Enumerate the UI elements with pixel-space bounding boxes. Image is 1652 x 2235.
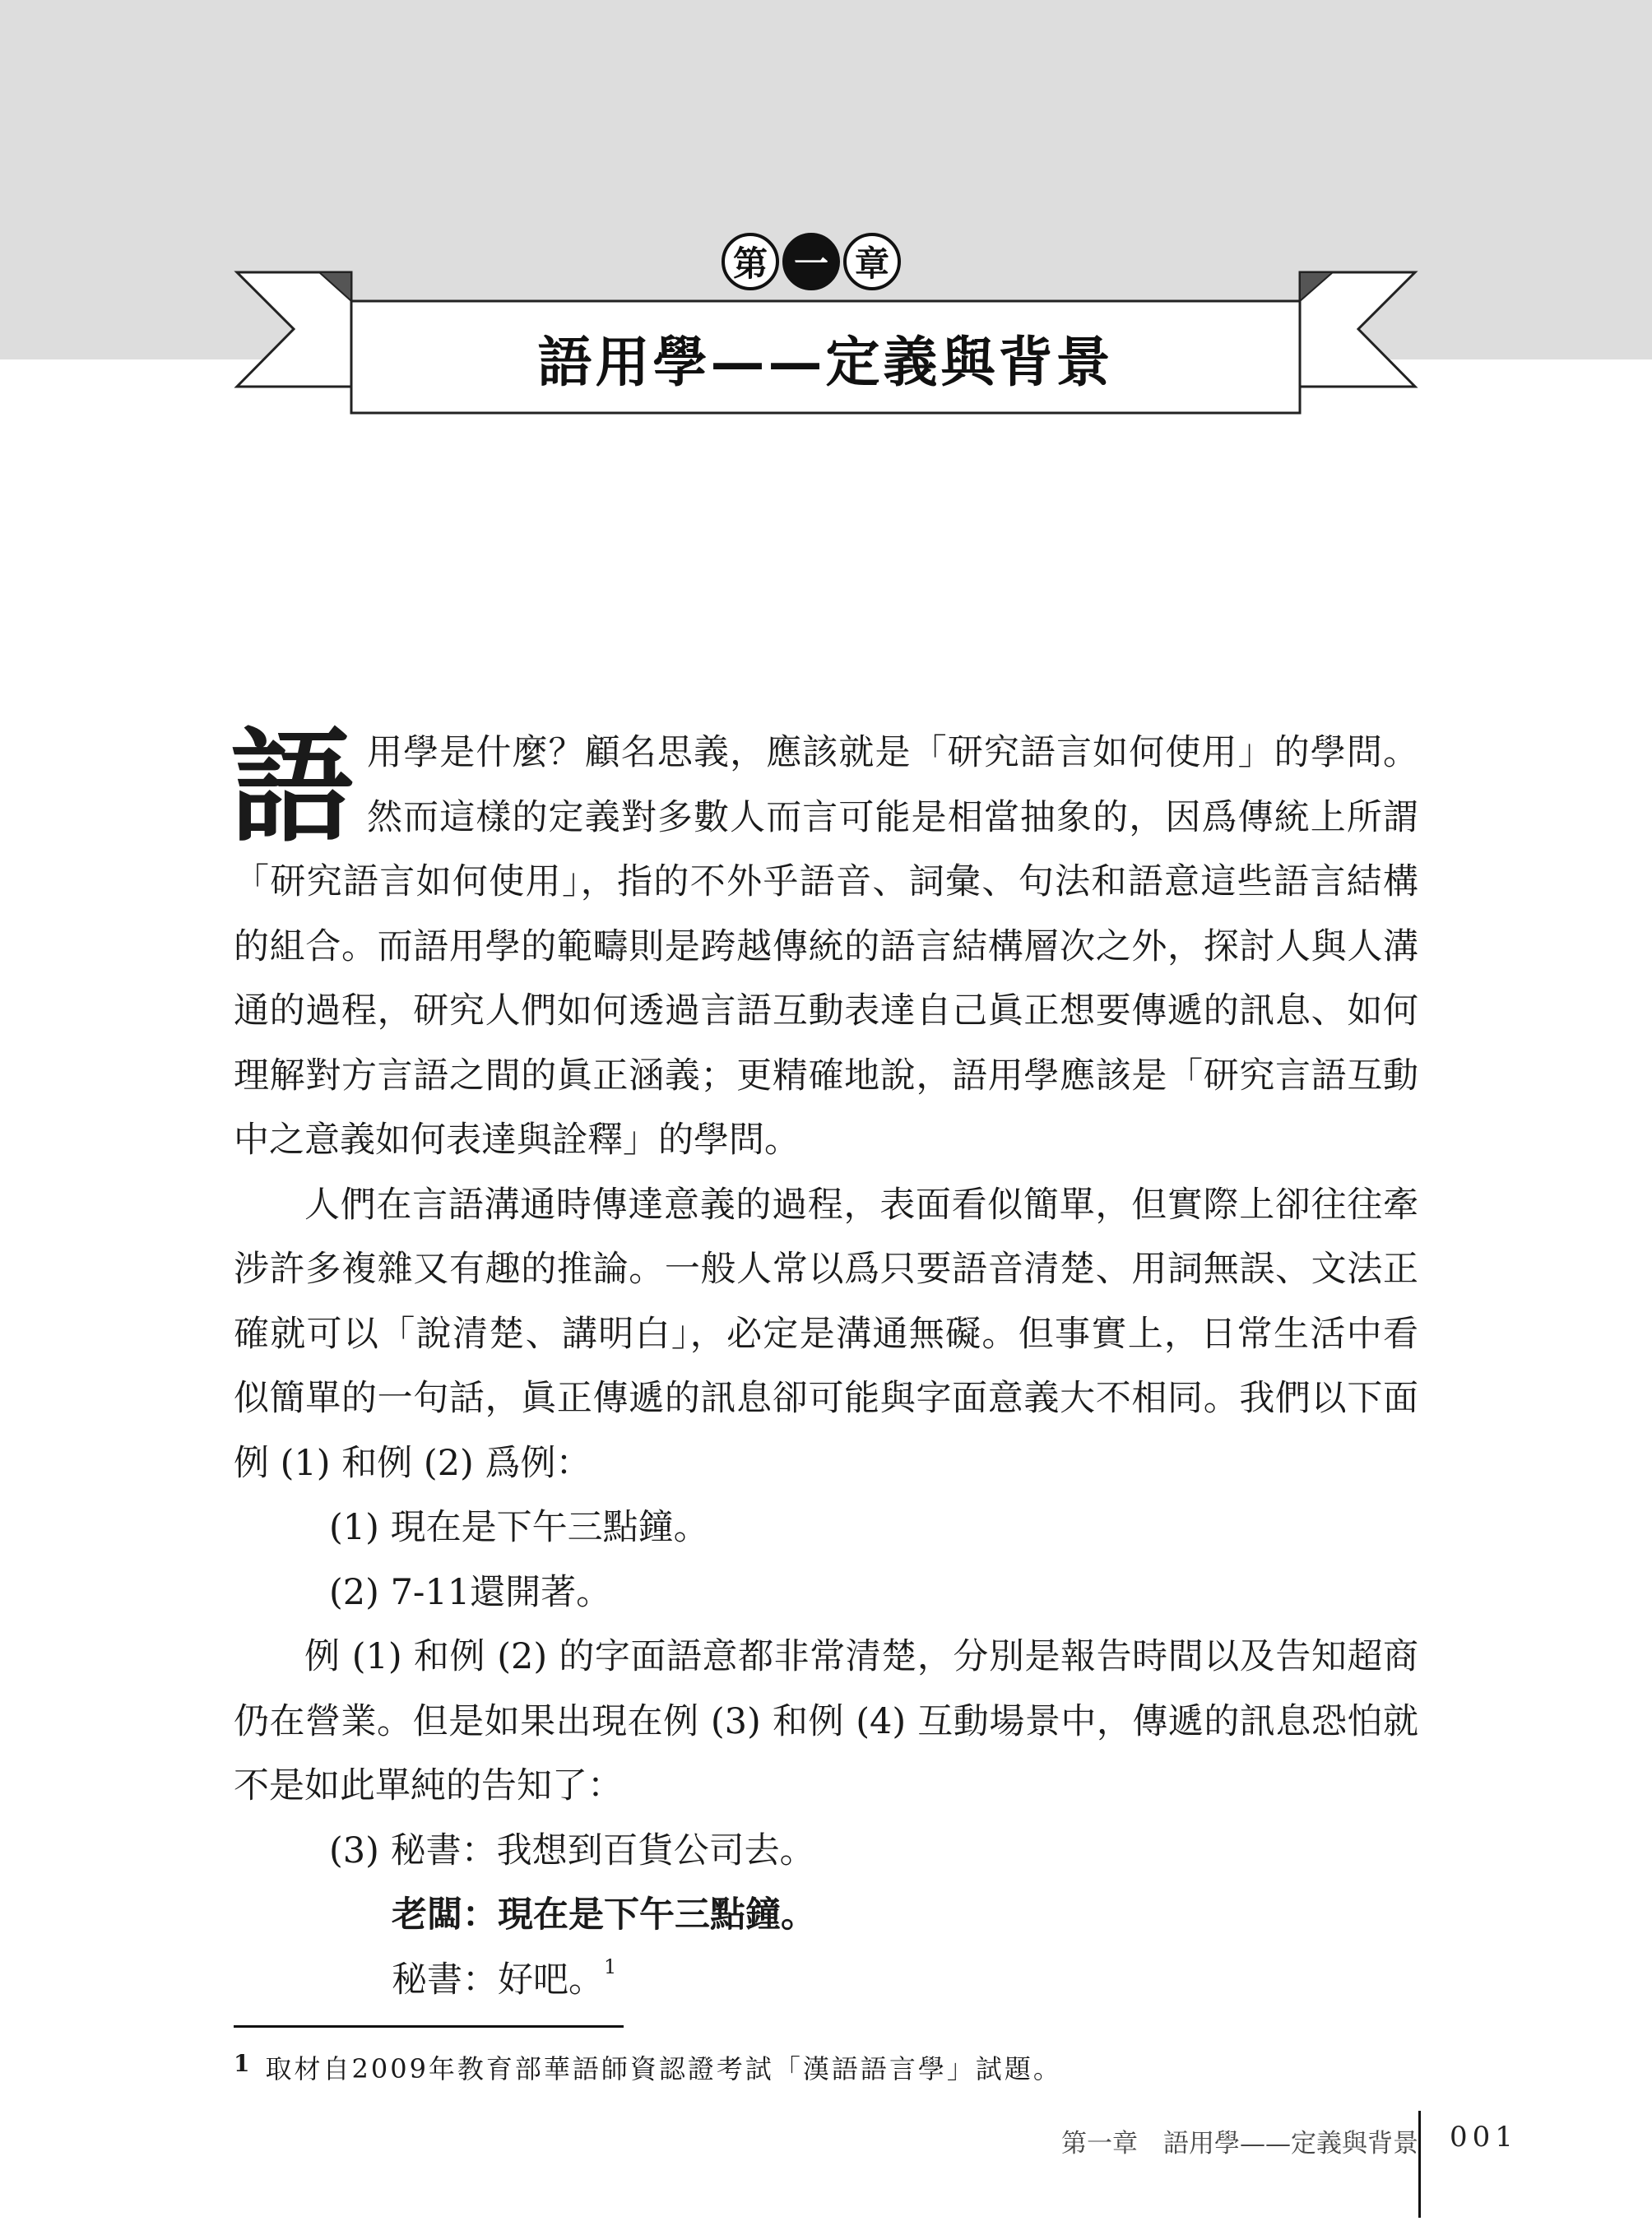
- chapter-title: 語用學——定義與背景: [537, 329, 1114, 394]
- page-number-divider: [1418, 2111, 1421, 2218]
- example-3-line-1: (3) 秘書：我想到百貨公司去。: [329, 1829, 815, 1871]
- body-text: [230, 715, 1418, 2012]
- page-number: 001: [1450, 2121, 1518, 2154]
- chapter-label: [722, 233, 901, 290]
- footnote-reference[interactable]: 1: [604, 1954, 617, 1978]
- running-head: 第一章 語用學——定義與背景: [1061, 2129, 1418, 2158]
- footnote-divider: [234, 2025, 624, 2028]
- example-3-line-2: 老闆：現在是下午三點鐘。: [392, 1894, 816, 1936]
- chapter-char-1: 第: [722, 233, 779, 290]
- chapter-char-2: 一: [782, 233, 840, 290]
- footnote-number: 1: [234, 2050, 253, 2077]
- example-3-line-3: [234, 1948, 1418, 2013]
- example-2: (2) 7-11還開著。: [329, 1571, 612, 1613]
- footnote: [234, 2048, 1062, 2086]
- example-3-line-3-text: 秘書：好吧。: [392, 1959, 604, 2001]
- footnote-text: 取材自2009年教育部華語師資認證考試「漢語語言學」試題。: [265, 2053, 1062, 2084]
- paragraph-1: [230, 715, 1418, 1173]
- ribbon-left-tail: [237, 272, 351, 387]
- paragraph-3: 例 (1) 和例 (2) 的字面語意都非常清楚，分別是報告時間以及告知超商仍在營業。但是如果出現在例 (3) 和例 (4) 互動場景中，傳遞的訊息恐怕就不是如此單純的告知了：: [234, 1636, 1418, 1806]
- paragraph-1-text: 用學是什麼？顧名思義，應該就是「研究語言如何使用」的學問。然而這樣的定義對多數人而言可能是相當抽象的，因爲傳統上所謂「研究語言如何使用」，指的不外乎語音、詞彙、句法和語意這些語言結構的組合。而語用學的範疇則是跨越傳統的語言結構層次之外，探討人與人溝通的過程，研究人們如何透過言語互動表達自己眞正想要傳遞的訊息、如何理解對方言語之間的眞正涵義；更精確地說，語用學應該是「研究言語互動中之意義如何表達與詮釋」的學問。: [234, 732, 1418, 1161]
- example-1: (1) 現在是下午三點鐘。: [329, 1507, 709, 1548]
- drop-cap: 語: [230, 715, 355, 860]
- chapter-char-3: 章: [843, 233, 901, 290]
- paragraph-2: 人們在言語溝通時傳達意義的過程，表面看似簡單，但實際上卻往往牽涉許多複雜又有趣的推論。一般人常以爲只要語音清楚、用詞無誤、文法正確就可以「說清楚、講明白」，必定是溝通無礙。但事實上，日常生活中看似簡單的一句話，眞正傳遞的訊息卻可能與字面意義大不相同。我們以下面例 (1) 和例 (2) 爲例：: [234, 1184, 1418, 1484]
- ribbon-right-tail: [1300, 272, 1415, 387]
